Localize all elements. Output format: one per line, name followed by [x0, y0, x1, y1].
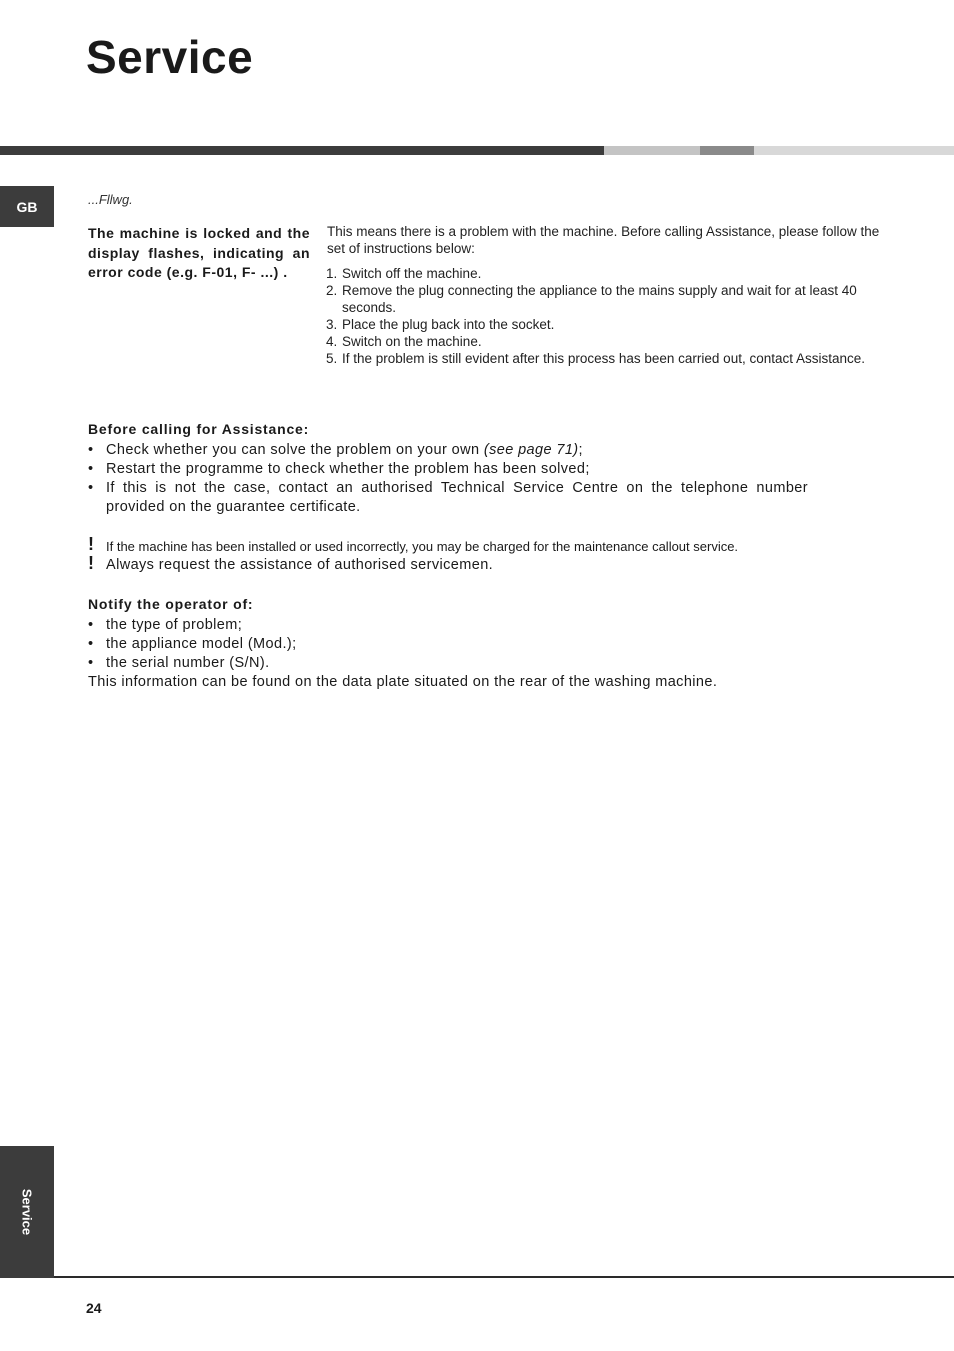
notify-heading: Notify the operator of: [88, 596, 254, 612]
exclamation-icon: ! [88, 553, 95, 573]
before-assistance-heading: Before calling for Assistance: [88, 421, 310, 437]
continuation-note: ...Fllwg. [88, 192, 133, 207]
solution-step: 2. Remove the plug connecting the appliance to the mains supply and wait for at least 40 seconds. [341, 282, 887, 316]
problem-solution [327, 223, 887, 367]
page-reference: (see page 71) [483, 442, 579, 458]
solution-step: 5. If the problem is still evident after this process has been carried out, contact Assistance. [341, 350, 887, 367]
section-tab-label: Service [19, 1188, 35, 1236]
solution-steps [327, 265, 887, 367]
page-number: 24 [86, 1300, 102, 1316]
warnings-section [88, 534, 808, 575]
language-tab: GB [0, 186, 54, 227]
solution-step: 1. Switch off the machine. [341, 265, 887, 282]
header-bar-segment [700, 146, 754, 155]
solution-intro: This means there is a problem with the machine. Before calling Assistance, please follow the set of instructions below: [327, 224, 880, 256]
list-item: • the serial number (S/N). [88, 655, 270, 671]
list-item: • Check whether you can solve the problem on your own (see page 71); [88, 442, 583, 458]
header-bar-segment [604, 146, 700, 155]
footer-rule [54, 1276, 954, 1278]
notify-footer: This information can be found on the data plate situated on the rear of the washing machine. [88, 674, 718, 690]
before-assistance-list [88, 441, 808, 517]
warning-note: ! Always request the assistance of authorised servicemen. [88, 553, 494, 573]
list-item: • Restart the programme to check whether the problem has been solved; [88, 461, 590, 477]
header-bar [0, 146, 604, 155]
before-assistance-section [88, 420, 808, 517]
solution-step: 4. Switch on the machine. [341, 333, 887, 350]
header-bar-segment [754, 146, 954, 155]
problem-title: The machine is locked and the display flashes, indicating an error code (e.g. F-01, F- ...) . [88, 225, 310, 280]
section-tab [0, 1146, 54, 1278]
list-item: • If this is not the case, contact an authorised Technical Service Centre on the telephone number provided on the guarantee certificate. [88, 480, 808, 515]
list-item: • the appliance model (Mod.); [88, 636, 297, 652]
warning-note: ! If the machine has been installed or used incorrectly, you may be charged for the maintenance callout service. [88, 534, 739, 554]
page-title: Service [86, 31, 254, 83]
list-item: • the type of problem; [88, 617, 243, 633]
notify-section [88, 595, 808, 692]
exclamation-icon: ! [88, 534, 94, 554]
notify-list [88, 616, 808, 673]
solution-step: 3. Place the plug back into the socket. [341, 316, 887, 333]
